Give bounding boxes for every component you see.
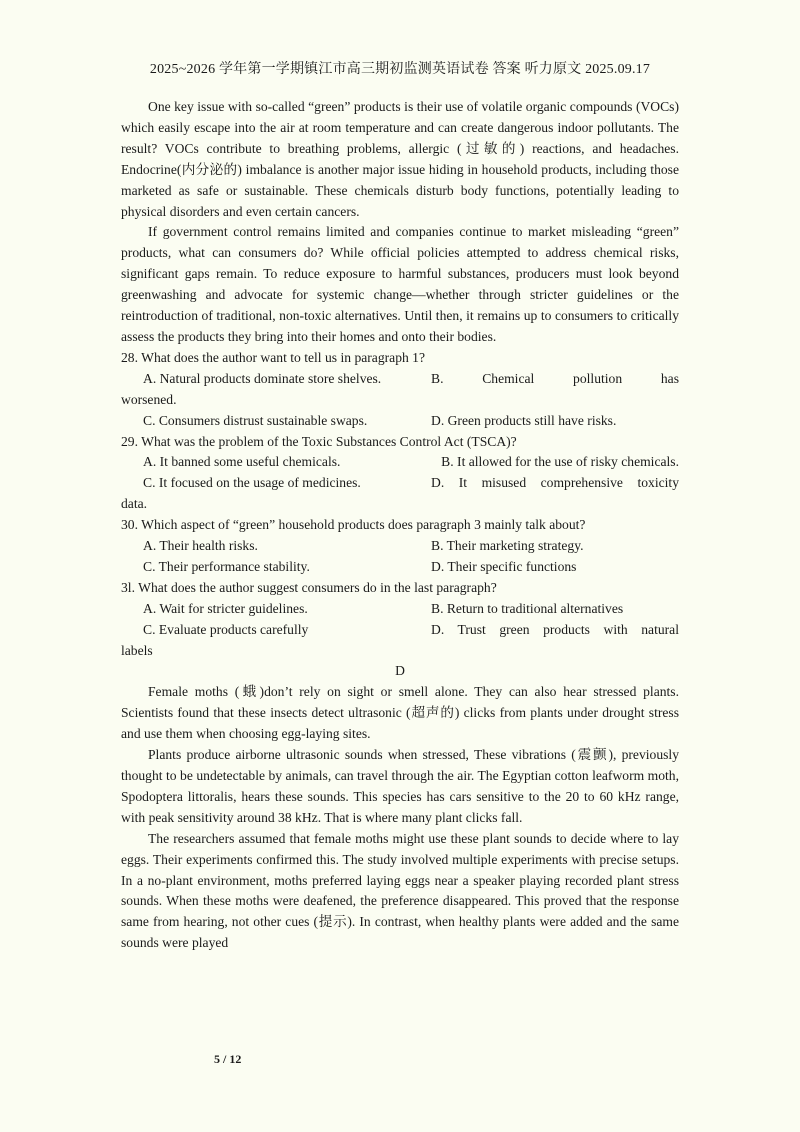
question-28-option-b-continued: worsened. [121,391,177,407]
question-31-options-ab [121,599,679,620]
passage-c-paragraph-1: One key issue with so-called “green” products is their use of volatile organic compounds (VOCs) which easily escape into the air at room temperature and can create dangerous indoor pollutants. The result? VOCs contribute to breathing problems, allergic (过敏的) reactions, and headaches. Endocrine(内分泌的) imbalance is another major issue hiding in household products, including those marketed as safe or sustainable. These chemicals disturb body functions, potentially leading to physical disorders and even certain cancers. [121,99,679,219]
question-30-option-a: A. Their health risks. [143,538,258,554]
page-header: 2025~2026 学年第一学期镇江市高三期初监测英语试卷 答案 听力原文 2025.09.17 [149,62,651,77]
question-31-option-c: C. Evaluate products carefully [143,621,309,637]
question-28-option-a: A. Natural products dominate store shelves. [143,370,382,386]
question-28-stem: 28. What does the author want to tell us in paragraph 1? [121,349,426,365]
passage-c-paragraph-2: If government control remains limited and companies continue to market misleading “green” products, what can consumers do? While official policies attempted to address chemical risks, significant gaps remain. To reduce exposure to harmful substances, producers must look beyond greenwashing and advocate for systemic change—whether through stricter guidelines or the reintroduction of traditional, non-toxic alternatives. Until then, it remains up to consumers to critically assess the products they bring into their homes and onto their bodies. [121,224,679,344]
question-31-option-d-continued: labels [121,642,153,658]
passage-d-paragraph-1: Female moths (蛾)don’t rely on sight or smell alone. They can also hear stressed plants. Scientists found that these insects detect ultrasonic (超声的) clicks from plants under drought stress and use them when choosing egg-laying sites. [121,684,679,742]
question-29-option-c: C. It focused on the usage of medicines. [143,475,361,491]
passage-d-paragraph-2: Plants produce airborne ultrasonic sounds when stressed, These vibrations (震颤), previously thought to be undetectable by animals, can travel through the air. The Egyptian cotton leafworm moth, Spodoptera littoralis, hears these sounds. This species has cars sensitive to the 20 to 60 kHz range, with peak sensitivity around 38 kHz. That is where many plant clicks fall. [121,747,679,825]
question-28-option-b: B. Chemical pollution has [431,370,679,386]
question-30-options-ab [121,536,679,557]
question-30-option-b: B. Their marketing strategy. [431,538,584,554]
passage-d-paragraph-3: The researchers assumed that female moths might use these plant sounds to decide where to lay eggs. Their experiments confirmed this. The study involved multiple experiments with precise setups. In a no-plant environment, moths preferred laying eggs near a speaker playing recorded plant stress sounds. When these moths were deafened, the preference disappeared. This proved that the response same from hearing, not other cues (提示). In contrast, when healthy plants were added and the same sounds were played [121,830,679,951]
question-29-option-d: D. It misused comprehensive toxicity [431,475,679,491]
question-31-option-a: A. Wait for stricter guidelines. [143,600,308,616]
question-30-option-d: D. Their specific functions [431,558,577,574]
question-28-option-d: D. Green products still have risks. [431,412,617,428]
question-29-options-ab [121,452,679,473]
page-number: 5 / 12 [214,1052,242,1066]
question-29-options-cd [121,473,679,494]
question-30-options-cd [121,557,679,578]
question-29-stem: 29. What was the problem of the Toxic Substances Control Act (TSCA)? [121,433,517,449]
question-28-options-cd [121,411,679,432]
question-29-option-a: A. It banned some useful chemicals. [143,454,341,470]
question-29-option-b: B. It allowed for the use of risky chemicals. [441,454,679,470]
question-29-option-d-continued: data. [121,496,148,512]
question-31-stem: 3l. What does the author suggest consumers do in the last paragraph? [121,579,497,595]
passage-d-label: D [395,663,405,679]
question-28-options-ab [121,369,679,390]
question-30-stem: 30. Which aspect of “green” household products does paragraph 3 mainly talk about? [121,517,586,533]
question-30-option-c: C. Their performance stability. [143,558,310,574]
question-31-options-cd [121,620,679,641]
question-28-option-c: C. Consumers distrust sustainable swaps. [143,412,368,428]
question-31-option-b: B. Return to traditional alternatives [431,600,624,616]
question-31-option-d: D. Trust green products with natural [431,621,679,637]
document-body [121,97,679,954]
